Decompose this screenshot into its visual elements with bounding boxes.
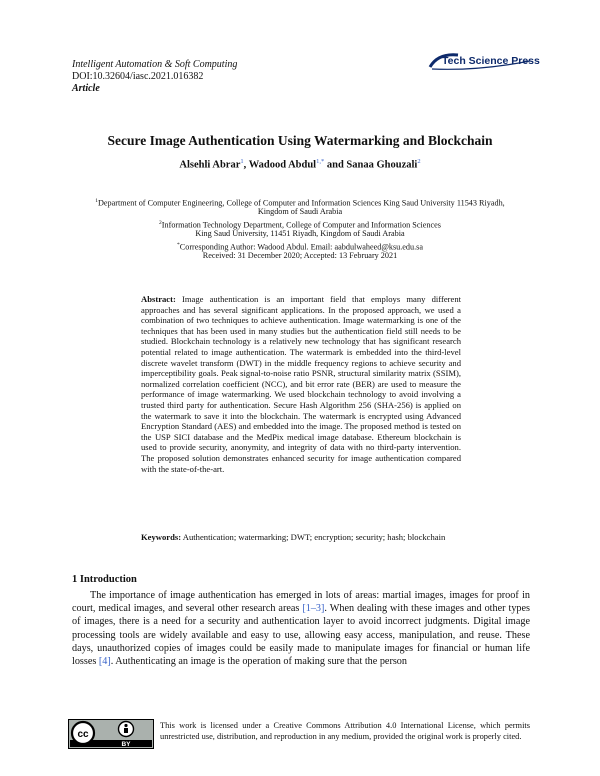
by-label: BY <box>121 741 131 748</box>
affiliation-2-cont: King Saud University, 11451 Riyadh, Kingdom of Saudi Arabia <box>195 229 405 238</box>
keywords <box>141 532 461 543</box>
citation-link[interactable]: [4] <box>98 656 111 668</box>
affil-text: Department of Computer Engineering, College of Computer and Information Sciences King Saud University 11543 Riyadh, <box>98 198 505 208</box>
corr-text: Corresponding Author: Wadood Abdul. Email: aabdulwaheed@ksu.edu.sa <box>179 242 423 252</box>
corr-sup: * <box>177 242 180 248</box>
cc-by-badge[interactable] <box>68 719 154 749</box>
received-dates: Received: 31 December 2020; Accepted: 13 February 2021 <box>202 251 398 260</box>
abstract <box>141 294 461 474</box>
author-affil-sup[interactable]: 1,* <box>316 158 325 165</box>
section-heading: 1 Introduction <box>72 574 137 585</box>
affil-sup: 1 <box>95 198 99 204</box>
author-list <box>0 158 600 171</box>
keywords-label: Keywords: <box>141 532 182 542</box>
author-affil-sup[interactable]: 2 <box>417 158 421 165</box>
citation-link[interactable]: [1–3] <box>302 603 325 615</box>
cc-by-icon <box>68 719 154 749</box>
affil-text: Information Technology Department, College of Computer and Information Sciences <box>161 220 441 230</box>
body-text: . Authenticating an image is the operation of making sure that the person <box>110 656 407 668</box>
article-type: Article <box>72 83 100 94</box>
license-text: This work is licensed under a Creative Commons Attribution 4.0 International License, which permits unrestricted use, distribution, and reproduction in any medium, provided the original work is properly cited. <box>160 721 530 741</box>
cc-label: cc <box>77 729 89 740</box>
author-affil-sup[interactable]: 1 <box>240 158 244 165</box>
keywords-text: Authentication; watermarking; DWT; encryption; security; hash; blockchain <box>181 532 446 542</box>
author-separator: , <box>243 159 249 171</box>
paper-title: Secure Image Authentication Using Watermarking and Blockchain <box>107 133 493 148</box>
author-name: Sanaa Ghouzali <box>346 159 418 171</box>
abstract-text: Image authentication is an important field that employs many different approaches and has several significant applications. In the proposed approach, we used a combination of two techniques to achieve authentication. Image watermarking is one of the techniques that has been used in many studies but the authentication field still needs to be studied. Blockchain technology is a relatively new technology that has significant research potential related to image authentication. The watermark is embedded into the third-level discrete wavelet transform (DWT) in the middle frequency regions to achieve security and imperceptibility goals. Peak signal-to-noise ratio PSNR, structural similarity matrix (SSIM), normalized correlation coefficient (NCC), and bit error rate (BER) are used to measure the performance of image watermarking. We used blockchain technology to avoid involving a trusted third party for authentication. Secure Hash Algorithm 256 (SHA-256) is applied on the watermark to save it into the blockchain. The watermark is encrypted using Advanced Encryption Standard (AES) and embedded into the image. The proposed method is tested on the USP SICI database and the MedPix medical image database. Ethereum blockchain is used to provide security, anonymity, and integrity of data with no third-party intervention. The proposed solution demonstrates enhanced security for image authentication compared with the state-of-the-art. <box>141 294 461 474</box>
journal-name: Intelligent Automation & Soft Computing <box>72 59 238 70</box>
author-name: Wadood Abdul <box>248 159 317 171</box>
abstract-label: Abstract: <box>141 294 176 304</box>
introduction-paragraph <box>72 589 530 668</box>
publisher-name: Tech Science Press <box>442 55 540 67</box>
body-text: The importance of image authentication has emerged in lots of areas: martial images, images for proof in court, medical images, and several other research areas <box>72 590 530 615</box>
author-name: Alsehli Abrar <box>179 159 241 171</box>
body-text: . When dealing with these images and other types of images, there is a need for a security and authentication layer to avoid incorrect judgments. Digital image processing tools are widely available and easy to use, allowing easy access, manipulation, and reuse. These days, unauthorized copies of images could be easily made to manipulate images for financial or human life losses <box>72 603 531 668</box>
author-separator: and <box>324 159 347 171</box>
affil-sup: 2 <box>159 220 162 226</box>
doi: DOI:10.32604/iasc.2021.016382 <box>72 71 204 82</box>
affiliation-1-cont: Kingdom of Saudi Arabia <box>257 207 343 216</box>
publisher-logo <box>428 52 540 72</box>
